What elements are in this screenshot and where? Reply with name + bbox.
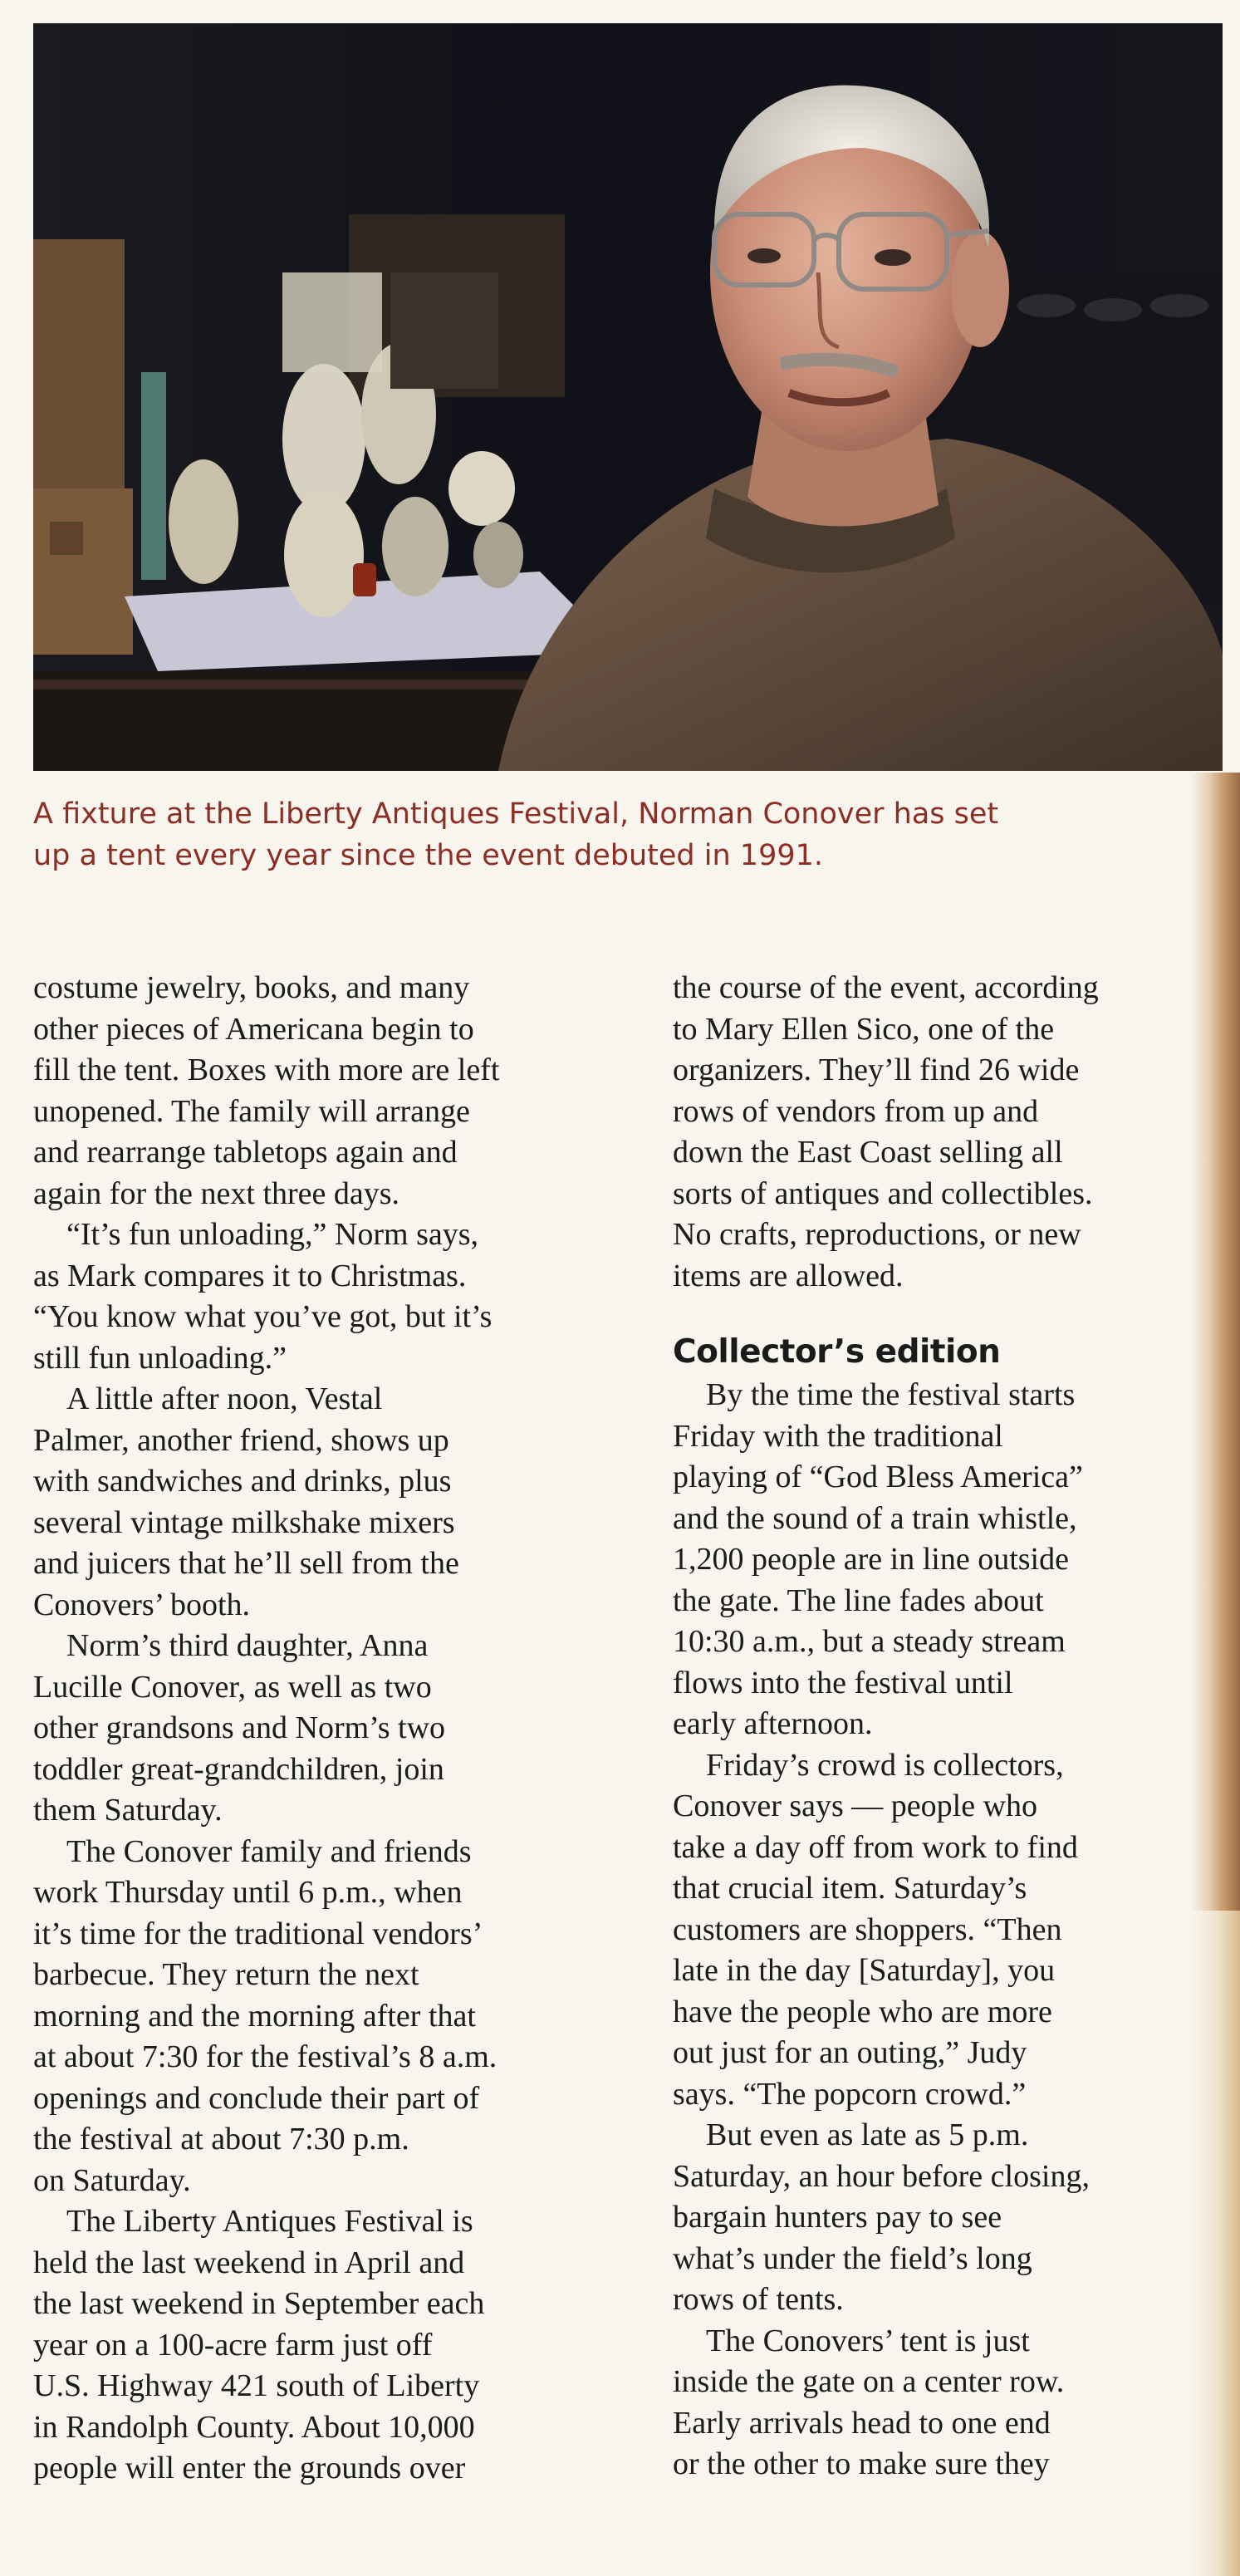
article-line: other pieces of Americana begin to <box>33 1011 474 1047</box>
article-line: sorts of antiques and collectibles. <box>673 1175 1093 1211</box>
article-column-left <box>33 968 631 2490</box>
article-line: the last weekend in September each <box>33 2286 485 2321</box>
article-line: No crafts, reproductions, or new <box>673 1217 1081 1252</box>
article-line: 1,200 people are in line outside <box>673 1542 1069 1577</box>
article-line: Conovers’ booth. <box>33 1587 251 1622</box>
article-line: Norm’s third daughter, Anna <box>66 1628 429 1663</box>
article-line: and the sound of a train whistle, <box>673 1500 1077 1536</box>
article-line: year on a 100-acre farm just off <box>33 2327 433 2363</box>
portrait-photo <box>33 23 1223 771</box>
right-column-top-text <box>673 968 1204 1297</box>
article-line: toddler great-grandchildren, join <box>33 1751 444 1787</box>
caption-line: up a tent every year since the event debuted in 1991. <box>33 839 823 872</box>
article-line: the festival at about 7:30 p.m. <box>33 2122 409 2156</box>
caption-line: A fixture at the Liberty Antiques Festival, Norman Conover has set <box>33 797 999 831</box>
article-line: Palmer, another friend, shows up <box>33 1422 449 1458</box>
article-line: flows into the festival until <box>673 1665 1013 1700</box>
article-line: or the other to make sure they <box>673 2446 1050 2481</box>
article-line: costume jewelry, books, and many <box>33 970 470 1005</box>
article-line: organizers. They’ll find 26 wide <box>673 1052 1080 1087</box>
article-line: at about 7:30 for the festival’s 8 a.m. <box>33 2039 497 2074</box>
article-line: to Mary Ellen Sico, one of the <box>673 1011 1055 1047</box>
article-line: items are allowed. <box>673 1258 904 1293</box>
article-line: says. “The popcorn crowd.” <box>673 2076 1027 2112</box>
article-line: as Mark compares it to Christmas. <box>33 1258 467 1293</box>
article-line: the gate. The line fades about <box>673 1582 1044 1618</box>
article-line: late in the day [Saturday], you <box>673 1953 1056 1988</box>
article-line: still fun unloading.” <box>33 1340 287 1376</box>
article-line: in Randolph County. About 10,000 <box>33 2409 475 2445</box>
article-line: openings and conclude their part of <box>33 2080 480 2116</box>
article-line: barbecue. They return the next <box>33 1957 419 1992</box>
article-line: early afternoon. <box>673 1706 873 1741</box>
article-line: work Thursday until 6 p.m., when <box>33 1875 463 1910</box>
photo-caption <box>33 793 1179 876</box>
article-line: fill the tent. Boxes with more are left <box>33 1052 500 1087</box>
article-line: that crucial item. Saturday’s <box>673 1871 1027 1906</box>
article-line: inside the gate on a center row. <box>673 2364 1065 2399</box>
article-line: bargain hunters pay to see <box>673 2200 1002 2235</box>
section-gap <box>673 1297 1204 1330</box>
article-line: The Conovers’ tent is just <box>706 2323 1030 2358</box>
article-line: By the time the festival starts <box>706 1377 1076 1412</box>
article-line: what’s under the field’s long <box>673 2240 1032 2276</box>
article-line: But even as late as 5 p.m. <box>706 2117 1029 2152</box>
article-line: “You know what you’ve got, but it’s <box>33 1299 493 1334</box>
article-line: them Saturday. <box>33 1793 223 1828</box>
article-line: U.S. Highway 421 south of Liberty <box>33 2368 480 2403</box>
article-line: rows of vendors from up and <box>673 1093 1039 1129</box>
article-line: the course of the event, according <box>673 970 1099 1005</box>
article-line: playing of “God Bless America” <box>673 1460 1083 1494</box>
article-line: people will enter the grounds over <box>33 2451 466 2485</box>
article-line: A little after noon, Vestal <box>66 1381 383 1416</box>
article-line: Friday with the traditional <box>673 1418 1003 1454</box>
article-line: down the East Coast selling all <box>673 1135 1063 1170</box>
article-line: Lucille Conover, as well as two <box>33 1669 432 1705</box>
article-line: it’s time for the traditional vendors’ <box>33 1916 483 1951</box>
article-line: rows of tents. <box>673 2282 844 2317</box>
article-line: held the last weekend in April and <box>33 2245 465 2280</box>
article-line: customers are shoppers. “Then <box>673 1911 1062 1947</box>
section-subhead: Collector’s edition <box>673 1333 1001 1371</box>
article-line: Saturday, an hour before closing, <box>673 2158 1090 2194</box>
article-line: on Saturday. <box>33 2162 191 2198</box>
article-column-right <box>673 968 1204 2485</box>
article-line: Conover says — people who <box>673 1788 1038 1823</box>
article-line: out just for an outing,” Judy <box>673 2035 1027 2070</box>
article-line: and rearrange tabletops again and <box>33 1135 458 1170</box>
article-line: “It’s fun unloading,” Norm says, <box>66 1217 479 1252</box>
article-line: 10:30 a.m., but a steady stream <box>673 1624 1066 1659</box>
article-line: have the people who are more <box>673 1994 1052 2029</box>
article-line: several vintage milkshake mixers <box>33 1504 455 1540</box>
article-line: Friday’s crowd is collectors, <box>706 1747 1064 1783</box>
right-column-bottom-text <box>673 1375 1204 2485</box>
article-line: and juicers that he’ll sell from the <box>33 1546 459 1581</box>
article-line: take a day off from work to find <box>673 1829 1078 1865</box>
article-line: morning and the morning after that <box>33 1998 476 2034</box>
article-line: other grandsons and Norm’s two <box>33 1710 446 1745</box>
article-line: The Liberty Antiques Festival is <box>66 2204 473 2239</box>
article-line: again for the next three days. <box>33 1175 400 1211</box>
article-line: with sandwiches and drinks, plus <box>33 1464 452 1499</box>
article-line: unopened. The family will arrange <box>33 1093 470 1129</box>
article-line: The Conover family and friends <box>66 1833 472 1869</box>
article-line: Early arrivals head to one end <box>673 2405 1051 2441</box>
